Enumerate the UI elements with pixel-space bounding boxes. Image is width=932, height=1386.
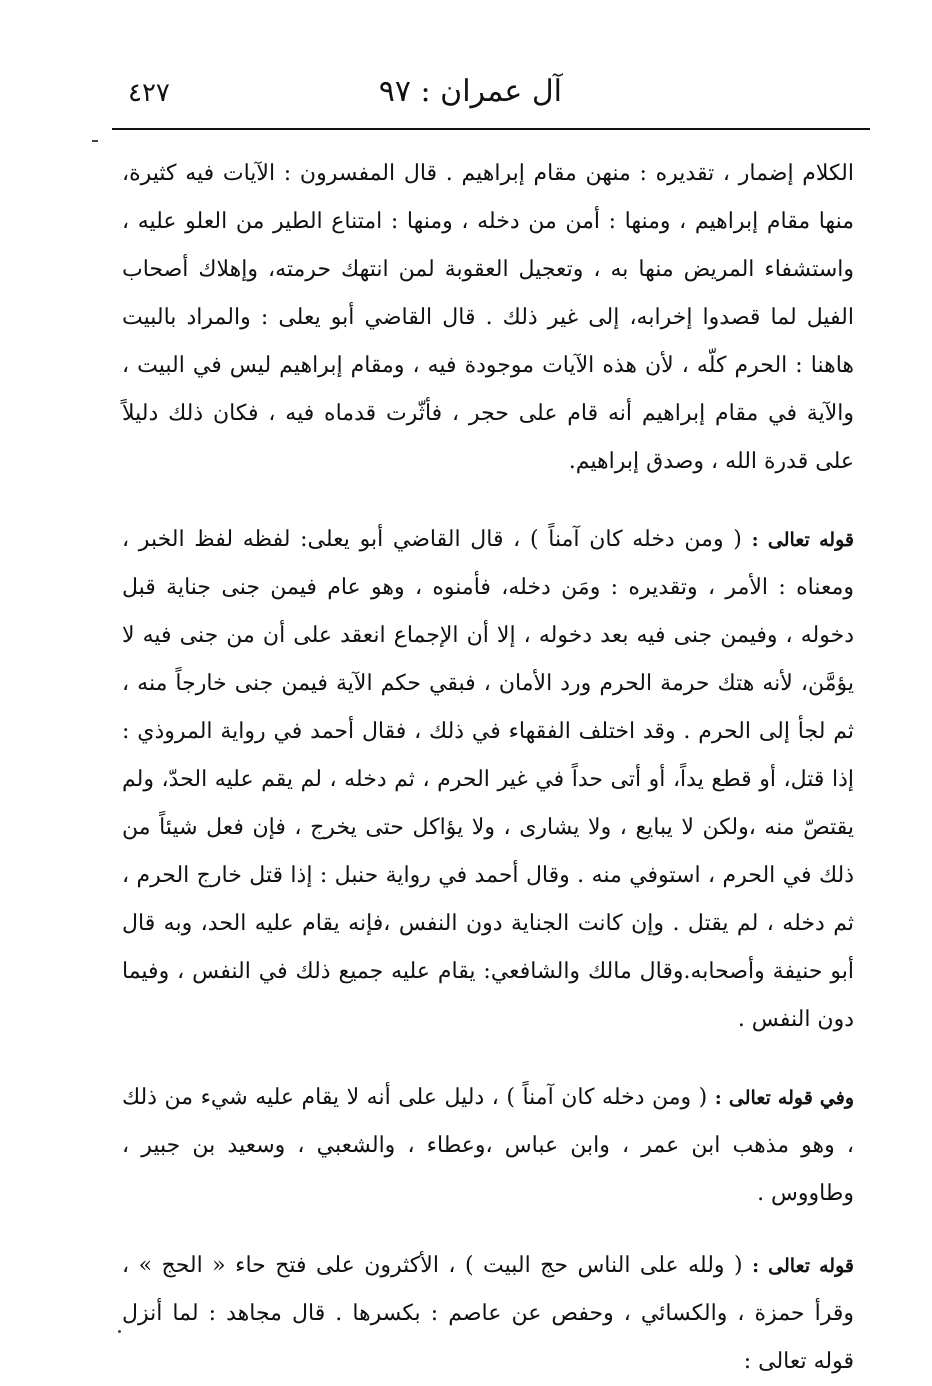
running-title: آل عمران : ٩٧ [378, 74, 562, 109]
paragraph-2-text: ( ومن دخله كان آمناً ) ، قال القاضي أبو يعلى: لفظه لفظ الخبر ، ومعناه : الأمر ، وتقديره : ومَن دخله، فأمنوه ، وهو عام فيمن جنى جناية قبل دخوله ، وفيمن جنى فيه بعد دخوله ، إلا أن الإجماع انعقد على أن من جنى فيه لا يؤمَّن، لأنه هتك حرمة الحرم ورد الأمان ، فبقي حكم الآية فيمن جنى خارجاً منه ، ثم لجأ إلى الحرم . وقد اختلف الفقهاء في ذلك ، فقال أحمد في رواية المروذي : إذا قتل، أو قطع يداً، أو أتى حداً في غير الحرم ، ثم دخله ، لم يقم عليه الحدّ، ولم يقتصّ منه ،ولكن لا يبايع ، ولا يشارى ، ولا يؤاكل حتى يخرج ، فإن فعل شيئاً من ذلك في الحرم ، استوفي منه . وقال أحمد في رواية حنبل : إذا قتل خارج الحرم ، ثم دخله ، لم يقتل . وإن كانت الجناية دون النفس ،فإنه يقام عليه الحد، وبه قال أبو حنيفة وأصحابه.وقال مالك والشافعي: يقام عليه جميع ذلك في النفس ، وفيما دون النفس . [122, 527, 854, 1032]
page-body [122, 150, 854, 1386]
paragraph-4 [122, 1242, 854, 1386]
paragraph-3-text: ( ومن دخله كان آمناً ) ، دليل على أنه لا يقام عليه شيء من ذلك ، وهو مذهب ابن عمر ، وابن عباس ،وعطاء ، والشعبي ، وسعيد بن جبير ، وطاووس . [122, 1085, 854, 1206]
paragraph-3 [122, 1074, 854, 1218]
scan-mark [92, 140, 98, 142]
paragraph-1 [122, 150, 854, 486]
paragraph-4-text: ( ولله على الناس حج البيت ) ، الأكثرون على فتح حاء « الحج » ، وقرأ حمزة ، والكسائي ، وحفص عن عاصم : بكسرها . قال مجاهد : لما أنزل قوله تعالى : [122, 1253, 854, 1374]
page-number: ٤٢٧ [128, 78, 170, 108]
paragraph-2 [122, 516, 854, 1044]
page-header [110, 70, 852, 120]
paragraph-4-lead: قوله تعالى : [752, 1255, 854, 1277]
paragraph-1-text: الكلام إضمار ، تقديره : منهن مقام إبراهيم . قال المفسرون : الآيات فيه كثيرة، منها مقام إبراهيم ، ومنها : أمن من دخله ، ومنها : امتناع الطير من العلو عليه ، واستشفاء المريض منها به ، وتعجيل العقوبة لمن انتهك حرمته، وإهلاك أصحاب الفيل لما قصدوا إخرابه، إلى غير ذلك . قال القاضي أبو يعلى : والمراد بالبيت هاهنا : الحرم كلّه ، لأن هذه الآيات موجودة فيه ، ومقام إبراهيم ليس في البيت ، والآية في مقام إبراهيم أنه قام على حجر ، فأثّرت قدماه فيه ، فكان ذلك دليلاً على قدرة الله ، وصدق إبراهيم. [122, 161, 854, 474]
header-rule [112, 128, 870, 130]
paragraph-2-lead: قوله تعالى : [751, 529, 854, 551]
scan-speck [118, 1330, 121, 1333]
paragraph-3-lead: وفي قوله تعالى : [714, 1087, 854, 1109]
